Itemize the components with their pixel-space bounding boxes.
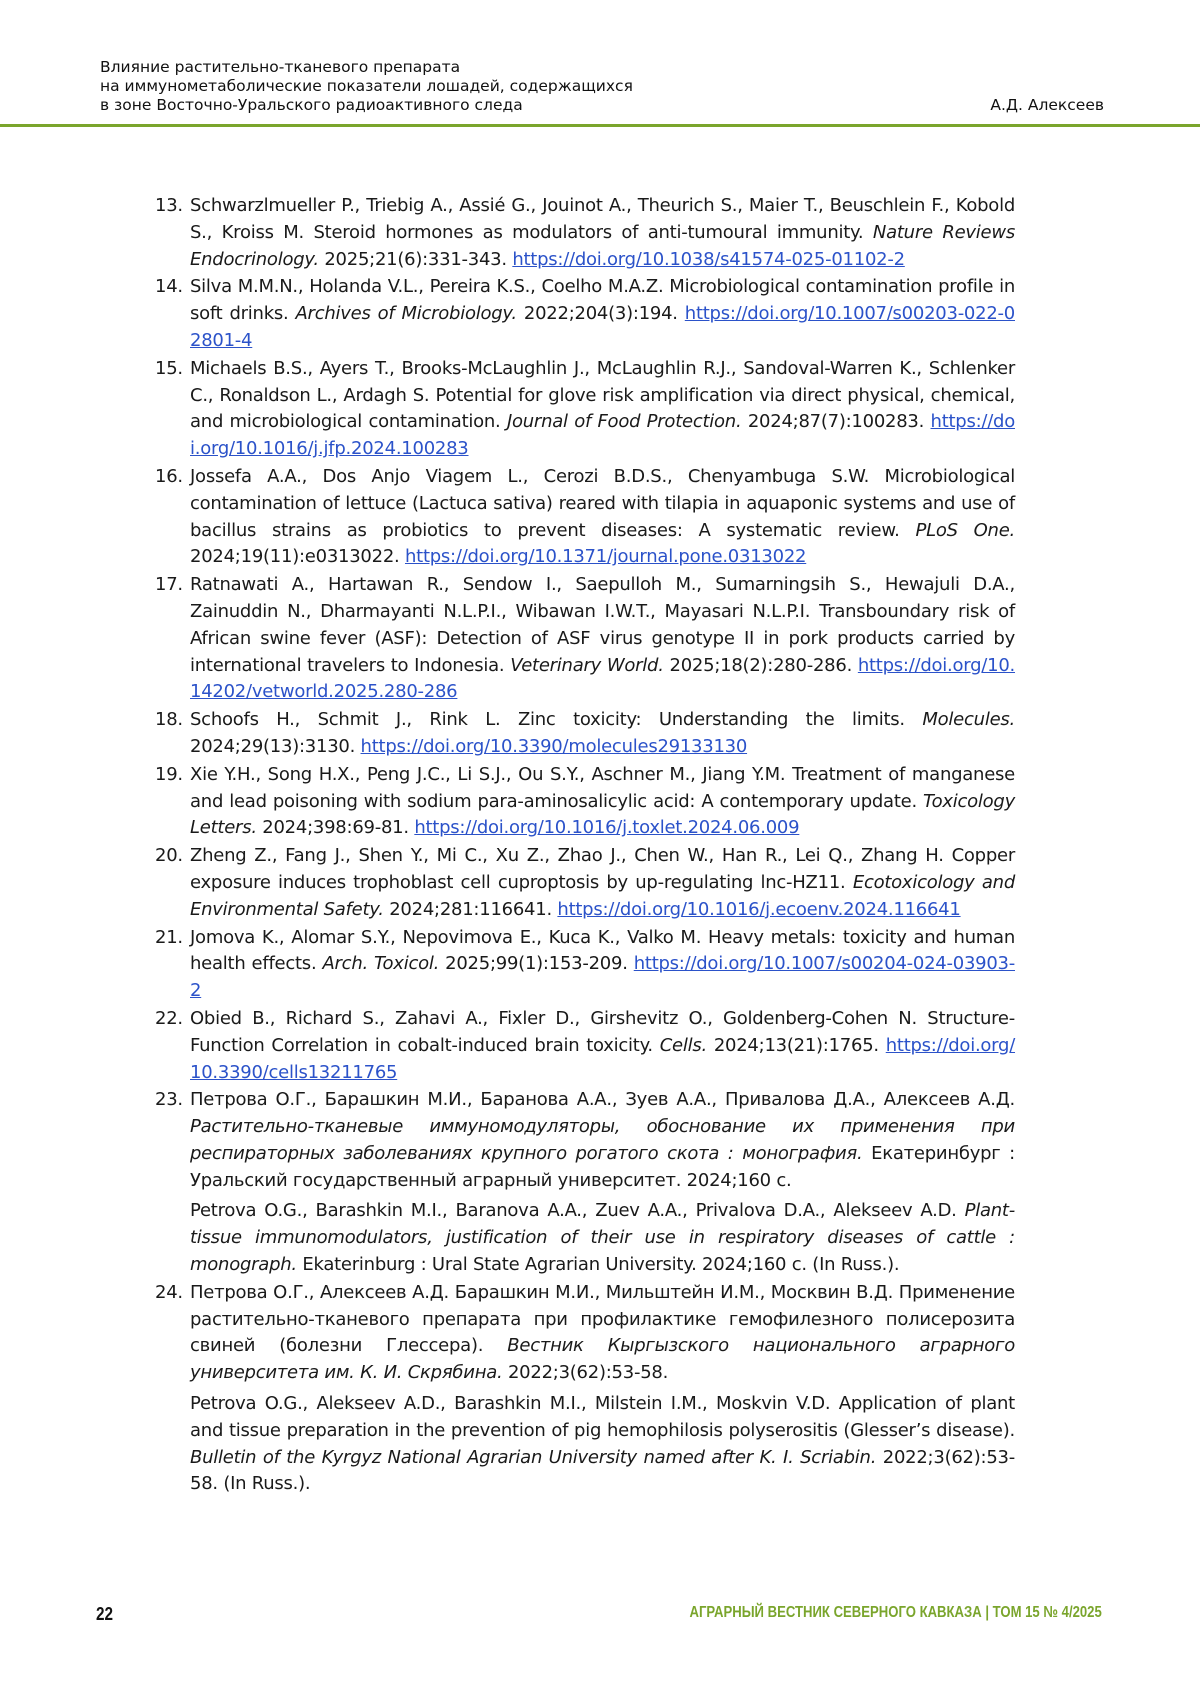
reference-number: 22. — [155, 1007, 183, 1029]
reference-authors: Jomova K., Alomar S.Y., Nepovimova E., Kuca K., Valko M. Heavy metals: toxicity and human health effects. — [190, 926, 1015, 975]
reference-details: 2025;99(1):153-209. — [439, 953, 634, 975]
reference-authors: Obied B., Richard S., Zahavi A., Fixler D., Girshevitz O., Goldenberg-Cohen N. Structure-Function Correlation in cobalt-induced brain toxicity. — [190, 1007, 1015, 1056]
running-title-line: в зоне Восточно-Уральского радиоактивного следа — [100, 96, 523, 114]
reference-details: Екатеринбург : Уральский государственный аграрный университет. 2024;160 с. — [190, 1142, 1015, 1191]
reference-translation — [190, 1198, 1015, 1278]
reference-item — [150, 1280, 1015, 1498]
reference-journal: Molecules. — [922, 709, 1015, 731]
reference-number: 17. — [155, 574, 183, 596]
reference-details: 2024;281:116641. — [383, 898, 558, 920]
doi-link[interactable]: https://doi.org/10.1038/s41574-025-01102-2 — [512, 248, 905, 270]
page-number: 22 — [96, 1604, 114, 1624]
reference-authors: Zheng Z., Fang J., Shen Y., Mi C., Xu Z., Zhao J., Chen W., Han R., Lei Q., Zhang H. Copper exposure induces trophoblast cell cuproptosis by up-regulating lnc-HZ11. — [190, 845, 1015, 893]
reference-item — [150, 464, 1015, 571]
reference-number: 20. — [155, 845, 183, 867]
reference-journal: Nature Reviews Endocrinology. — [190, 221, 1015, 270]
reference-authors: Petrova O.G., Barashkin M.I., Baranova A.A., Zuev A.A., Privalova D.A., Alekseev A.D. — [190, 1200, 965, 1222]
reference-number: 23. — [155, 1089, 183, 1111]
reference-item — [150, 193, 1015, 273]
reference-item — [150, 707, 1015, 761]
reference-journal: Plant-tissue immunomodulators, justification of their use in respiratory diseases of cattle : monograph. — [190, 1200, 1015, 1276]
reference-journal: Journal of Food Protection. — [506, 411, 742, 433]
reference-details: 2024;13(21):1765. — [706, 1034, 886, 1056]
header-divider — [0, 124, 1200, 127]
reference-number: 16. — [155, 465, 183, 487]
reference-details: 2024;398:69-81. — [256, 817, 415, 839]
reference-journal: Toxicology Letters. — [190, 790, 1015, 839]
reference-number: 24. — [155, 1281, 183, 1303]
reference-details: 2024;19(11):e0313022. — [190, 546, 405, 568]
doi-link[interactable]: https://doi.org/10.3390/molecules29133130 — [360, 735, 748, 757]
reference-journal: Veterinary World. — [510, 654, 664, 676]
page-footer — [0, 1598, 1200, 1628]
reference-item — [150, 1006, 1015, 1086]
doi-link[interactable]: https://doi.org/10.1016/j.toxlet.2024.06.009 — [414, 817, 800, 839]
reference-journal: Растительно-тканевые иммуномодуляторы, обоснование их применения при респираторных заболеваниях крупного рогатого скота : монография. — [190, 1116, 1015, 1164]
reference-number: 14. — [155, 276, 183, 298]
reference-authors: Ratnawati A., Hartawan R., Sendow I., Saepulloh M., Sumarningsih S., Hewajuli D.A., Zainuddin N., Dharmayanti N.L.P.I., Wibawan I.W.T., Mayasari N.L.P.I. Transboundary risk of African swine fever (ASF): Detection of ASF virus genotype II in pork products carried by international travelers to Indonesia. — [190, 574, 1015, 676]
reference-authors: Schwarzlmueller P., Triebig A., Assié G., Jouinot A., Theurich S., Maier T., Beuschlein F., Kobold S., Kroiss M. Steroid hormones as modulators of anti-tumoural immunity. — [190, 195, 1015, 243]
reference-authors: Michaels B.S., Ayers T., Brooks-McLaughlin J., McLaughlin R.J., Sandoval-Warren K., Schlenker C., Ronaldson L., Ardagh S. Potential for glove risk amplification via direct physical, chemical, and microbiological contamination. — [190, 357, 1015, 433]
reference-details: 2024;29(13):3130. — [190, 735, 361, 757]
reference-details: 2025;21(6):331-343. — [318, 248, 513, 270]
reference-journal: Cells. — [659, 1034, 707, 1056]
reference-details: 2022;204(3):194. — [516, 303, 685, 325]
reference-number: 19. — [155, 763, 183, 785]
doi-link[interactable]: https://doi.org/10.1007/s00203-022-02801-4 — [190, 303, 1015, 351]
running-author: А.Д. Алексеев — [990, 96, 1104, 114]
doi-link[interactable]: https://doi.org/10.3390/cells13211765 — [190, 1034, 1016, 1083]
reference-item — [150, 843, 1015, 923]
doi-link[interactable]: https://doi.org/10.1016/j.ecoenv.2024.116641 — [557, 898, 961, 920]
running-title-line: Влияние растительно-тканевого препарата — [100, 58, 461, 76]
reference-number: 15. — [155, 357, 183, 379]
reference-number: 21. — [155, 926, 183, 948]
reference-details: 2024;87(7):100283. — [741, 411, 931, 433]
page-header — [0, 0, 1200, 127]
reference-journal: Ecotoxicology and Environmental Safety. — [190, 871, 1016, 920]
reference-journal: Bulletin of the Kyrgyz National Agrarian University named after K. I. Scriabin. — [190, 1446, 877, 1468]
reference-item — [150, 572, 1015, 706]
reference-authors: Silva M.M.N., Holanda V.L., Pereira K.S., Coelho M.A.Z. Microbiological contamination profile in soft drinks. — [190, 276, 1015, 325]
running-title-line: на иммунометаболические показатели лошадей, содержащихся — [100, 77, 633, 95]
doi-link[interactable]: https://doi.org/10.1016/j.jfp.2024.100283 — [190, 411, 1015, 460]
reference-authors: Петрова О.Г., Алексеев А.Д. Барашкин М.И., Мильштейн И.М., Москвин В.Д. Применение растительно-тканевого препарата при профилактике гемофилезного полисерозита свиней (болезни Глессера). — [190, 1281, 1015, 1357]
reference-details: Ekaterinburg : Ural State Agrarian University. 2024;160 c. (In Russ.). — [296, 1254, 900, 1276]
reference-journal: Вестник Кыргызского национального аграрного университета им. К. И. Скрябина. — [190, 1335, 1015, 1384]
reference-authors: Петрова О.Г., Барашкин М.И., Баранова А.А., Зуев А.А., Привалова Д.А., Алексеев А.Д. — [190, 1089, 1015, 1111]
reference-journal: Arch. Toxicol. — [322, 953, 440, 975]
reference-item — [150, 925, 1015, 1005]
reference-details: 2025;18(2):280-286. — [663, 654, 858, 676]
reference-authors: Petrova O.G., Alekseev A.D., Barashkin M.I., Milstein I.M., Moskvin V.D. Application of plant and tissue preparation in the prevention of pig hemophilosis polyserositis (Glesser’s disease). — [190, 1393, 1015, 1441]
reference-journal: PLoS One. — [915, 519, 1015, 541]
doi-link[interactable]: https://doi.org/10.1007/s00204-024-03903-2 — [190, 953, 1015, 1002]
reference-authors: Jossefa A.A., Dos Anjo Viagem L., Cerozi B.D.S., Chenyambuga S.W. Microbiological contamination of lettuce (Lactuca sativa) reared with tilapia in aquaponic systems and use of bacillus strains as probiotics to prevent diseases: A systematic review. — [190, 465, 1015, 541]
reference-item — [150, 762, 1015, 842]
journal-name: АГРАРНЫЙ ВЕСТНИК СЕВЕРНОГО КАВКАЗА | ТОМ 15 № 4/2025 — [689, 1604, 1102, 1621]
reference-item — [150, 274, 1015, 354]
reference-details: 2022;3(62):53-58. (In Russ.). — [190, 1446, 1015, 1495]
reference-details: 2022;3(62):53-58. — [502, 1362, 669, 1384]
doi-link[interactable]: https://doi.org/10.1371/journal.pone.0313022 — [404, 546, 807, 568]
reference-journal: Archives of Microbiology. — [295, 303, 517, 325]
reference-number: 13. — [155, 195, 183, 216]
reference-item — [150, 356, 1015, 463]
reference-item — [150, 1087, 1015, 1279]
running-title — [100, 58, 720, 115]
reference-authors: Xie Y.H., Song H.X., Peng J.C., Li S.J., Ou S.Y., Aschner M., Jiang Y.M. Treatment of manganese and lead poisoning with sodium para-aminosalicylic acid: A contemporary update. — [190, 763, 1015, 812]
reference-translation — [190, 1391, 1015, 1498]
doi-link[interactable]: https://doi.org/10.14202/vetworld.2025.280-286 — [190, 654, 1015, 703]
reference-authors: Schoofs H., Schmit J., Rink L. Zinc toxicity: Understanding the limits. — [190, 709, 923, 731]
reference-number: 18. — [155, 709, 183, 731]
reference-list — [150, 193, 1015, 1499]
